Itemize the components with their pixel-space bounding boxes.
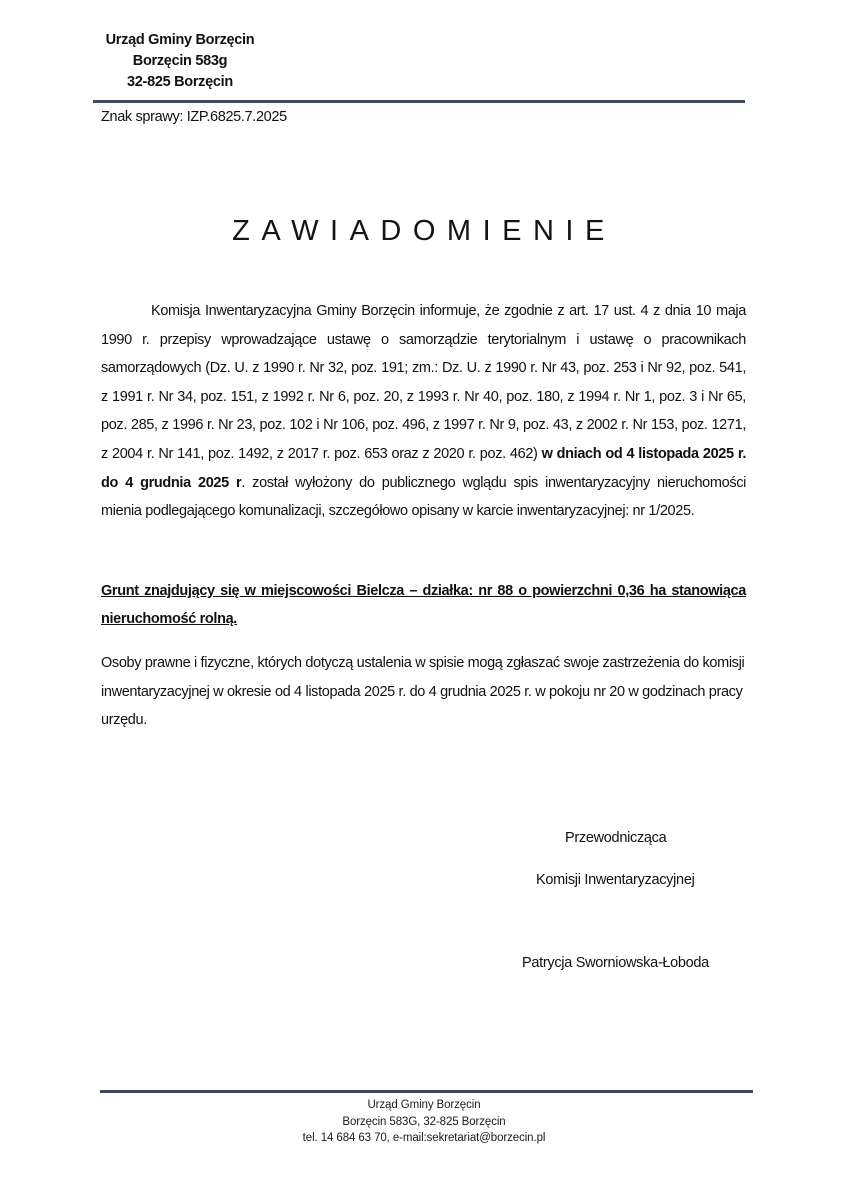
main-paragraph-dates: w dniach od 4 listopada 2025 r. do 4 grudnia 2025 r [101, 445, 746, 491]
footer [0, 1097, 848, 1147]
signature-role: Przewodnicząca [565, 830, 667, 846]
document-title: ZAWIADOMIENIE [232, 215, 616, 248]
letterhead-address-line2: 32-825 Borzęcin [127, 74, 233, 90]
footer-office-name: Urząd Gminy Borzęcin [367, 1099, 481, 1111]
plot-description: Grunt znajdujący się w miejscowości Bielcza – działka: nr 88 o powierzchni 0,36 ha stanowiąca nieruchomość rolną. [101, 583, 746, 627]
main-paragraph-intro: Komisja Inwentaryzacyjna Gminy Borzęcin informuje, że zgodnie z art. 17 ust. 4 z dnia 10 maja 1990 r. przepisy wprowadzające ustawę o samorządzie terytorialnym i ustawę o pracownikach samorządowych (Dz. U. z 1990 r. Nr 32, poz. 191; zm.: Dz. U. z 1990 r. Nr 43, poz. 253 i Nr 92, poz. 541, z 1991 r. Nr 34, poz. 151, z 1992 r. Nr 6, poz. 20, z 1993 r. Nr 40, poz. 180, z 1994 r. Nr 1, poz. 3 i Nr 65, poz. 285, z 1996 r. Nr 23, poz. 102 i Nr 106, poz. 496, z 1997 r. Nr 9, poz. 43, z 2002 r. Nr 153, poz. 1271, z 2004 r. Nr 141, poz. 1492, z 2017 r. poz. 653 oraz z 2020 r. poz. 462) [101, 303, 746, 462]
letterhead [100, 30, 260, 93]
signature-body: Komisji Inwentaryzacyjnej [536, 872, 695, 888]
letterhead-office-name: Urząd Gminy Borzęcin [105, 32, 255, 48]
footer-address: Borzęcin 583G, 32-825 Borzęcin [342, 1115, 506, 1128]
signature-name: Patrycja Sworniowska-Łoboda [522, 955, 709, 971]
header-divider [93, 100, 745, 103]
objections-paragraph: Osoby prawne i fizyczne, których dotyczą ustalenia w spisie mogą zgłaszać swoje zastrzeżenia do komisji inwentaryzacyjnej w okresie od 4 listopada 2025 r. do 4 grudnia 2025 r. w pokoju nr 20 w godzinach pracy urzędu. [101, 655, 745, 729]
letterhead-address-line1: Borzęcin 583g [132, 53, 228, 69]
footer-contact: tel. 14 684 63 70, e-mail:sekretariat@borzecin.pl [302, 1132, 546, 1144]
case-reference: Znak sprawy: IZP.6825.7.2025 [101, 109, 287, 125]
main-paragraph [101, 297, 746, 526]
footer-divider [100, 1090, 753, 1093]
main-paragraph-rest: . został wyłożony do publicznego wglądu spis inwentaryzacyjny nieruchomości mienia podlegającego komunalizacji, szczegółowo opisany w karcie inwentaryzacyjnej: nr 1/2025. [101, 474, 746, 520]
